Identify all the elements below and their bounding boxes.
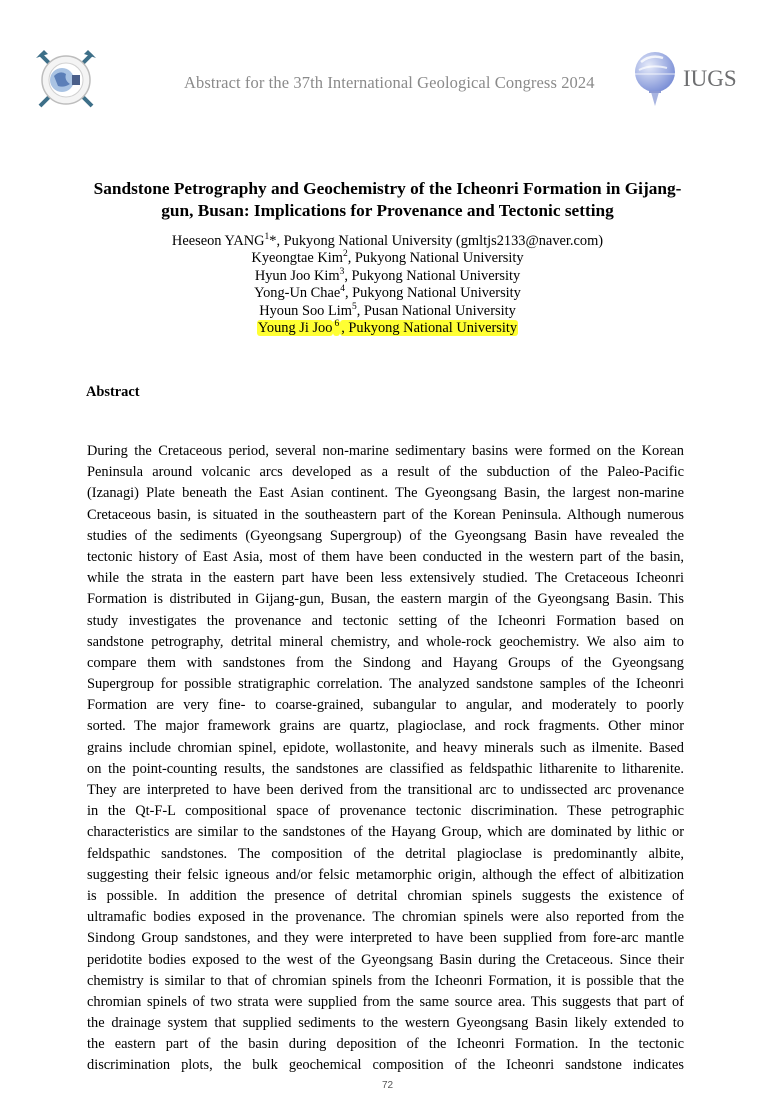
abstract-line: on the point-counting results, the sandstones are classified as feldspathic litharenite to litharenite. — [87, 760, 684, 777]
paper-title — [75, 178, 700, 222]
abstract-line: chemistry is similar to that of chromian spinels from the Icheonri Formation, it is possible that the — [87, 972, 684, 989]
abstract-line: During the Cretaceous period, several non-marine sedimentary basins were formed on the Korean — [87, 443, 684, 459]
author-affiliation: , Pukyong National University — [347, 250, 524, 267]
abstract-line: the eastern part of the basin during deposition of the Icheonri Formation. In the tectonic — [87, 1036, 684, 1053]
author-line — [75, 250, 700, 267]
abstract-line: Supergroup for possible stratigraphic correlation. The analyzed sandstone samples of the Icheonri — [87, 676, 684, 693]
affiliation-number: 3 — [339, 266, 345, 277]
abstract-line: (Izanagi) Plate beneath the East Asian continent. The Gyeongsang Basin, the largest non-marine — [87, 485, 684, 502]
affiliation-number: 6 — [334, 319, 340, 330]
abstract-line: while the strata in the eastern part have been less extensively studied. The Cretaceous Icheonri — [87, 570, 684, 587]
affiliation-number: 1 — [264, 232, 270, 242]
abstract-line: suggesting their felsic igneous and/or felsic metamorphic origin, although the effect of albitization — [87, 866, 684, 883]
author-line — [75, 268, 700, 285]
page-number: 72 — [381, 1080, 394, 1091]
highlighted-author-name: Young Ji Joo — [257, 320, 333, 337]
abstract-line: is possible. In addition the presence of detrital chromian spinels suggests the existence of — [87, 887, 684, 904]
affiliation-number: 5 — [351, 301, 357, 312]
author-affiliation: *, Pukyong National University (gmltjs2133@naver.com) — [269, 233, 604, 249]
author-line — [75, 285, 700, 302]
abstract-line: compare them with sandstones from the Sindong and Hayang Groups of the Gyeongsang — [87, 654, 684, 671]
author-affiliation: , Pusan National University — [356, 302, 516, 319]
abstract-line: characteristics are similar to the sandstones of the Hayang Group, which are dominated by lithic or — [87, 824, 684, 841]
abstract-line: grains include chromian spinel, epidote, wollastonite, and heavy minerals such as ilmenite. Based — [87, 739, 684, 756]
author-affiliation: , Pukyong National University — [344, 267, 521, 284]
abstract-line: feldspathic sandstones. The composition of the detrital plagioclase is predominantly albite, — [87, 845, 684, 862]
paper-title-line-1: Sandstone Petrography and Geochemistry of the Icheonri Formation in Gijang- — [93, 179, 682, 198]
abstract-line: Formation are very fine- to coarse-grained, subangular to angular, and moderately to poorly — [87, 697, 684, 714]
highlighted-author-affiliation: , Pukyong National University — [341, 320, 518, 337]
paper-title-line-2: gun, Busan: Implications for Provenance and Tectonic setting — [161, 201, 614, 220]
affiliation-number: 2 — [342, 249, 348, 260]
abstract-line: tectonic history of East Asia, most of them have been conducted in the western part of the basin, — [87, 548, 684, 565]
abstract-line: sandstone petrography, detrital mineral chemistry, and whole-rock geochemistry. We also aim to — [87, 633, 684, 650]
running-header-title: Abstract for the 37th International Geological Congress 2024 — [184, 73, 595, 92]
author-list — [75, 233, 700, 337]
author-affiliation: , Pukyong National University — [344, 285, 521, 302]
abstract-line: studies of the sediments (Gyeongsang Supergroup) of the Gyeongsang Basin have revealed the — [87, 527, 684, 544]
igc-logo — [34, 46, 98, 110]
abstract-line: sorted. The major framework grains are quartz, plagioclase, and rock fragments. Other minor — [87, 718, 684, 735]
author-line-highlighted — [75, 320, 700, 337]
author-name: Yong-Un Chae — [254, 285, 341, 302]
abstract-body — [87, 441, 684, 1077]
abstract-heading: Abstract — [86, 384, 140, 400]
abstract-line: discrimination plots, the bulk geochemical composition of the Icheonri sandstone indicates — [87, 1057, 684, 1074]
author-name: Heeseon YANG — [171, 233, 265, 249]
abstract-line: Sindong Group sandstones, and they were interpreted to have been supplied from fore-arc mantle — [87, 930, 684, 947]
author-line — [75, 233, 700, 250]
iugs-globe-icon — [627, 48, 689, 108]
abstract-line: in the Qt-F-L compositional space of provenance tectonic discrimination. These petrographic — [87, 803, 684, 820]
affiliation-number: 4 — [340, 284, 345, 295]
author-name: Kyeongtae Kim — [251, 250, 343, 267]
igc-seal-icon — [34, 46, 98, 110]
abstract-line: Formation is distributed in Gijang-gun, Busan, the eastern margin of the Gyeongsang Basin. This — [87, 591, 684, 608]
abstract-line: Peninsula around volcanic arcs developed as a result of the subduction of the Paleo-Pacific — [87, 464, 684, 481]
abstract-line: study investigates the provenance and tectonic setting of the Icheonri Formation based on — [87, 612, 684, 629]
iugs-logo-text: IUGS — [683, 66, 737, 91]
abstract-line: ultramafic bodies exposed in the provenance. The chromian spinels were also reported from the — [87, 909, 684, 926]
author-line — [75, 303, 700, 320]
abstract-line: the drainage system that supplied sediments to the western Gyeongsang Basin likely extended to — [87, 1015, 684, 1032]
abstract-line: peridotite bodies exposed to the west of the Gyeongsang Basin during the Cretaceous. Since their — [87, 951, 684, 968]
iugs-logo — [627, 48, 689, 108]
abstract-line: Cretaceous basin, is situated in the southeastern part of the Korean Peninsula. Although numerous — [87, 506, 684, 523]
author-name: Hyoun Soo Lim — [259, 302, 352, 319]
abstract-line: chromian spinels of two strata were supplied from the same source area. This suggests that part of — [87, 993, 684, 1010]
author-name: Hyun Joo Kim — [254, 267, 340, 284]
abstract-line: They are interpreted to have been derived from the transitional arc to undissected arc provenance — [87, 782, 684, 798]
